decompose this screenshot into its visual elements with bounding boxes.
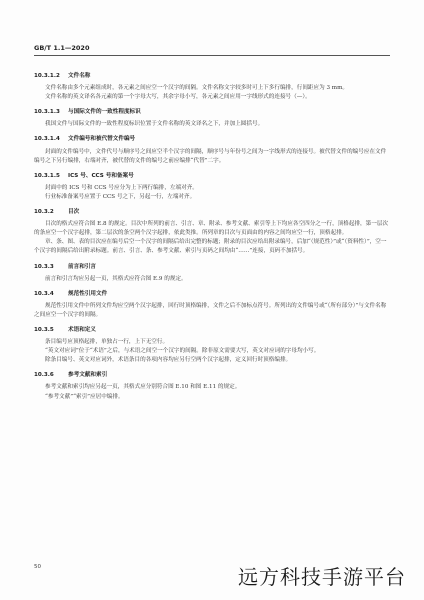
paragraph: “英文对应词”位于“术语”之后，与术语之间空一个汉字的间隔。除非原文需要大写，英文对应词的字母均小写。 bbox=[45, 348, 320, 355]
paragraph: 文件名称由多个元素组成时，各元素之间应空一个汉字的间隔。文件名称文字较多时可上下多行编排，行间距应为 3 mm。 bbox=[45, 85, 349, 92]
section-heading bbox=[34, 108, 390, 117]
section-title: 参考文献和索引 bbox=[68, 372, 108, 379]
section-heading bbox=[34, 290, 390, 299]
section-number: 10.3.4 bbox=[34, 290, 54, 297]
section-title: 规范性引用文件 bbox=[68, 290, 108, 297]
paragraph: “参考文献”“索引”应居中编排。 bbox=[45, 393, 124, 400]
section-heading bbox=[34, 208, 390, 217]
header-rule bbox=[34, 55, 390, 56]
section-heading bbox=[34, 135, 390, 144]
section-heading bbox=[34, 263, 390, 272]
watermark-text: 远方科技手游平台 bbox=[238, 565, 406, 589]
section-number: 10.3.1.2 bbox=[34, 73, 60, 79]
section-title: 目次 bbox=[68, 209, 80, 216]
section-title: 文件编号和被代替文件编号 bbox=[68, 136, 136, 143]
paragraph: 文件名称的英文译名各元素的第一个字母大写，其余字母小写，各元素之间应用一字线形式的连接号（—）。 bbox=[45, 94, 311, 101]
paragraph: 条目编号应顶格起排，单独占一行，上下无空行。 bbox=[45, 339, 169, 346]
section-heading bbox=[34, 72, 390, 81]
paragraph: 封面中的 ICS 号和 CCS 号应分为上下两行编排，左端对齐。 bbox=[45, 184, 198, 191]
section-number: 10.3.2 bbox=[34, 209, 54, 216]
section-number: 10.3.3 bbox=[34, 263, 54, 270]
paragraph: 章、条、图、表的目次应在编号后空一个汉字的间隔后给出完整的标题；附录的目次应给出附录编号，后加“（规范性）”或“（资料性）”，空一个汉字的间隔后给出附录标题。前言、引言、条、参考文献、索引与页码之间均由“……”连接，页码不加括号。 bbox=[34, 239, 387, 255]
section-number: 10.3.1.5 bbox=[34, 172, 60, 179]
section-number: 10.3.1.4 bbox=[34, 136, 60, 143]
paragraph: 行业标准备案号应置于 CCS 号之下，另起一行，左端对齐。 bbox=[45, 193, 196, 200]
section-title: 文件名称 bbox=[68, 73, 91, 79]
document-code: GB/T 1.1—2020 bbox=[34, 44, 90, 52]
paragraph: 规范性引用文件中所列文件均应空两个汉字起排，回行时顶格编排，文件之后不加标点符号。所列出的文件编号或“（所有部分）”与文件名称之间应空一个汉字的间隔。 bbox=[34, 302, 387, 318]
paragraph: 封面的文件编号中，文件代号与顺序号之间应空半个汉字的间隔，顺序号与年份号之间为一字线形式的连接号。被代替文件的编号应在文件编号之下另行编排，右端对齐，被代替的文件的编号之前应编排“代替”二字。 bbox=[34, 148, 387, 164]
section-title: 术语和定义 bbox=[68, 326, 96, 333]
section-heading bbox=[34, 371, 390, 380]
paragraph: 我国文件与国际文件的一致性程度标识位置于文件名称的英文译名之下，并加上圆括号。 bbox=[45, 121, 264, 128]
section-number: 10.3.6 bbox=[34, 372, 54, 379]
section-heading bbox=[34, 172, 390, 181]
section-heading bbox=[34, 326, 390, 335]
section-title: ICS 号、CCS 号和备案号 bbox=[68, 172, 134, 179]
paragraph: 除条目编号、英文对应词外，术语条目的各项内容均应另行空两个汉字起排，定义回行时顶格编排。 bbox=[45, 357, 292, 364]
section-title: 与国际文件的一致性程度标识 bbox=[68, 109, 141, 116]
paragraph: 前言和引言均应另起一页，其格式应符合图 E.9 的规定。 bbox=[45, 275, 187, 282]
paragraph: 目次的格式应符合图 E.8 的规定。目次中所列的前言、引言、章、附录、参考文献、索引等上下均应各空四分之一行，顶格起排，第一层次的条应空一个汉字起排，第二层次的条空两个汉字起排，依此类推。所列章的目次与页面由的内容之间均应空一行，顶格起排。 bbox=[34, 221, 389, 237]
document-body bbox=[34, 66, 390, 402]
section-number: 10.3.1.3 bbox=[34, 109, 60, 116]
paragraph: 参考文献和索引均应另起一页，其格式应分别符合图 E.10 和图 E.11 的规定。 bbox=[45, 384, 241, 391]
section-title: 前言和引言 bbox=[68, 263, 96, 270]
page-number: 50 bbox=[34, 564, 41, 570]
section-number: 10.3.5 bbox=[34, 326, 54, 333]
